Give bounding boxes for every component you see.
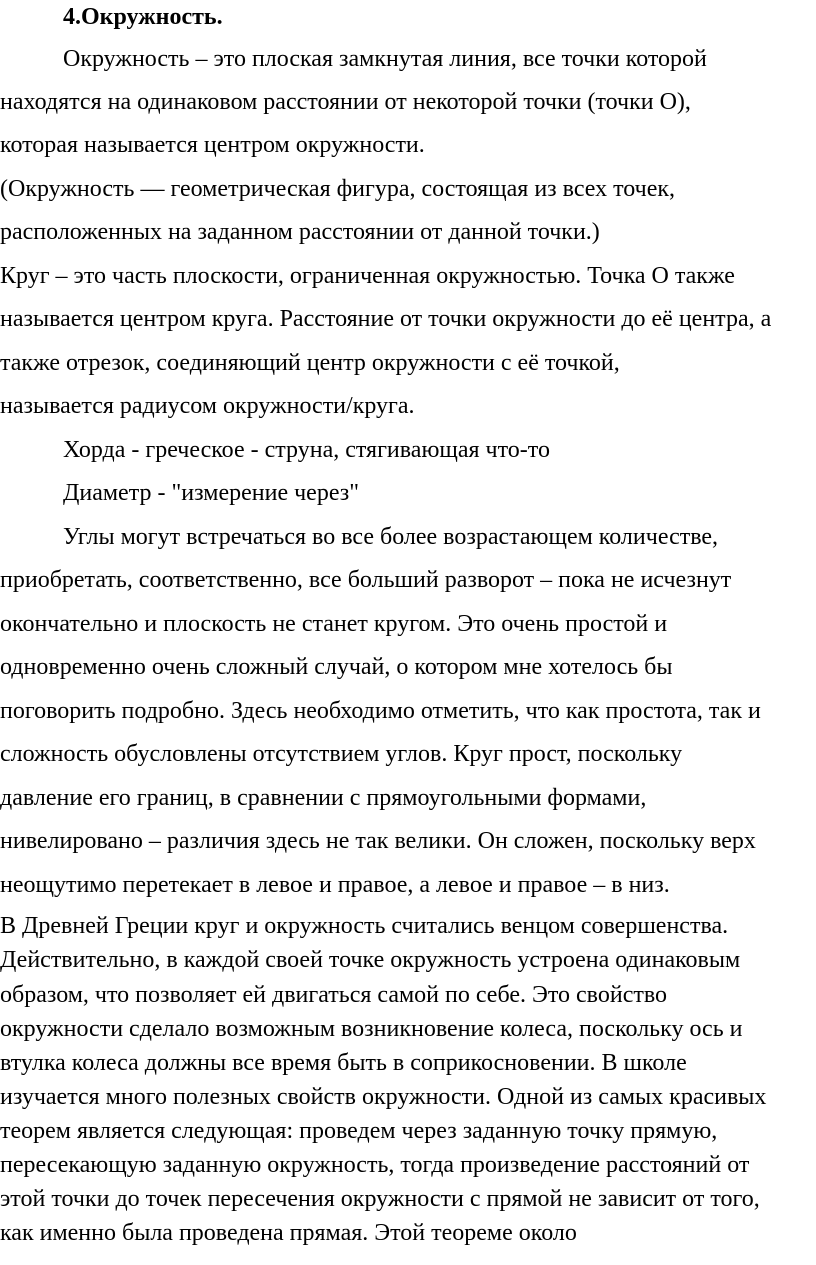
text-line: (Окружность — геометрическая фигура, состоящая из всех точек, <box>0 176 676 202</box>
text-line: окружности сделало возможным возникновение колеса, поскольку ось и <box>0 1016 743 1042</box>
text-line: Углы могут встречаться во все более возрастающем количестве, <box>63 524 719 550</box>
text-line: приобретать, соответственно, все больший разворот – пока не исчезнут <box>0 567 732 593</box>
text-line: расположенных на заданном расстоянии от данной точки.) <box>0 219 600 245</box>
text-line: называется радиусом окружности/круга. <box>0 393 415 419</box>
text-line: образом, что позволяет ей двигаться самой по себе. Это свойство <box>0 982 667 1008</box>
text-line: втулка колеса должны все время быть в соприкосновении. В школе <box>0 1050 687 1076</box>
section-heading: 4.Окружность. <box>63 4 223 30</box>
text-line: давление его границ, в сравнении с прямоугольными формами, <box>0 785 647 811</box>
text-line: неощутимо перетекает в левое и правое, а левое и правое – в низ. <box>0 872 670 898</box>
text-line: называется центром круга. Расстояние от точки окружности до её центра, а <box>0 306 772 332</box>
text-line: Хорда - греческое - струна, стягивающая что-то <box>63 437 550 463</box>
text-line: В Древней Греции круг и окружность считались венцом совершенства. <box>0 913 729 939</box>
text-line: которая называется центром окружности. <box>0 132 425 158</box>
text-line: также отрезок, соединяющий центр окружности с её точкой, <box>0 350 620 376</box>
text-line: пересекающую заданную окружность, тогда произведение расстояний от <box>0 1152 750 1178</box>
text-line: как именно была проведена прямая. Этой теореме около <box>0 1220 577 1246</box>
text-line: находятся на одинаковом расстоянии от некоторой точки (точки О), <box>0 89 691 115</box>
text-line: поговорить подробно. Здесь необходимо отметить, что как простота, так и <box>0 698 761 724</box>
text-line: нивелировано – различия здесь не так велики. Он сложен, поскольку верх <box>0 828 756 854</box>
text-line: изучается много полезных свойств окружности. Одной из самых красивых <box>0 1084 767 1110</box>
text-line: одновременно очень сложный случай, о котором мне хотелось бы <box>0 654 673 680</box>
text-line: этой точки до точек пересечения окружности с прямой не зависит от того, <box>0 1186 760 1212</box>
text-line: теорем является следующая: проведем через заданную точку прямую, <box>0 1118 718 1144</box>
text-line: сложность обусловлены отсутствием углов. Круг прост, поскольку <box>0 741 683 767</box>
text-line: Действительно, в каждой своей точке окружность устроена одинаковым <box>0 947 741 973</box>
text-line: Окружность – это плоская замкнутая линия, все точки которой <box>63 46 707 72</box>
text-line: Диаметр - "измерение через" <box>63 480 360 506</box>
text-line: окончательно и плоскость не станет кругом. Это очень простой и <box>0 611 668 637</box>
text-line: Круг – это часть плоскости, ограниченная окружностью. Точка О также <box>0 263 735 289</box>
